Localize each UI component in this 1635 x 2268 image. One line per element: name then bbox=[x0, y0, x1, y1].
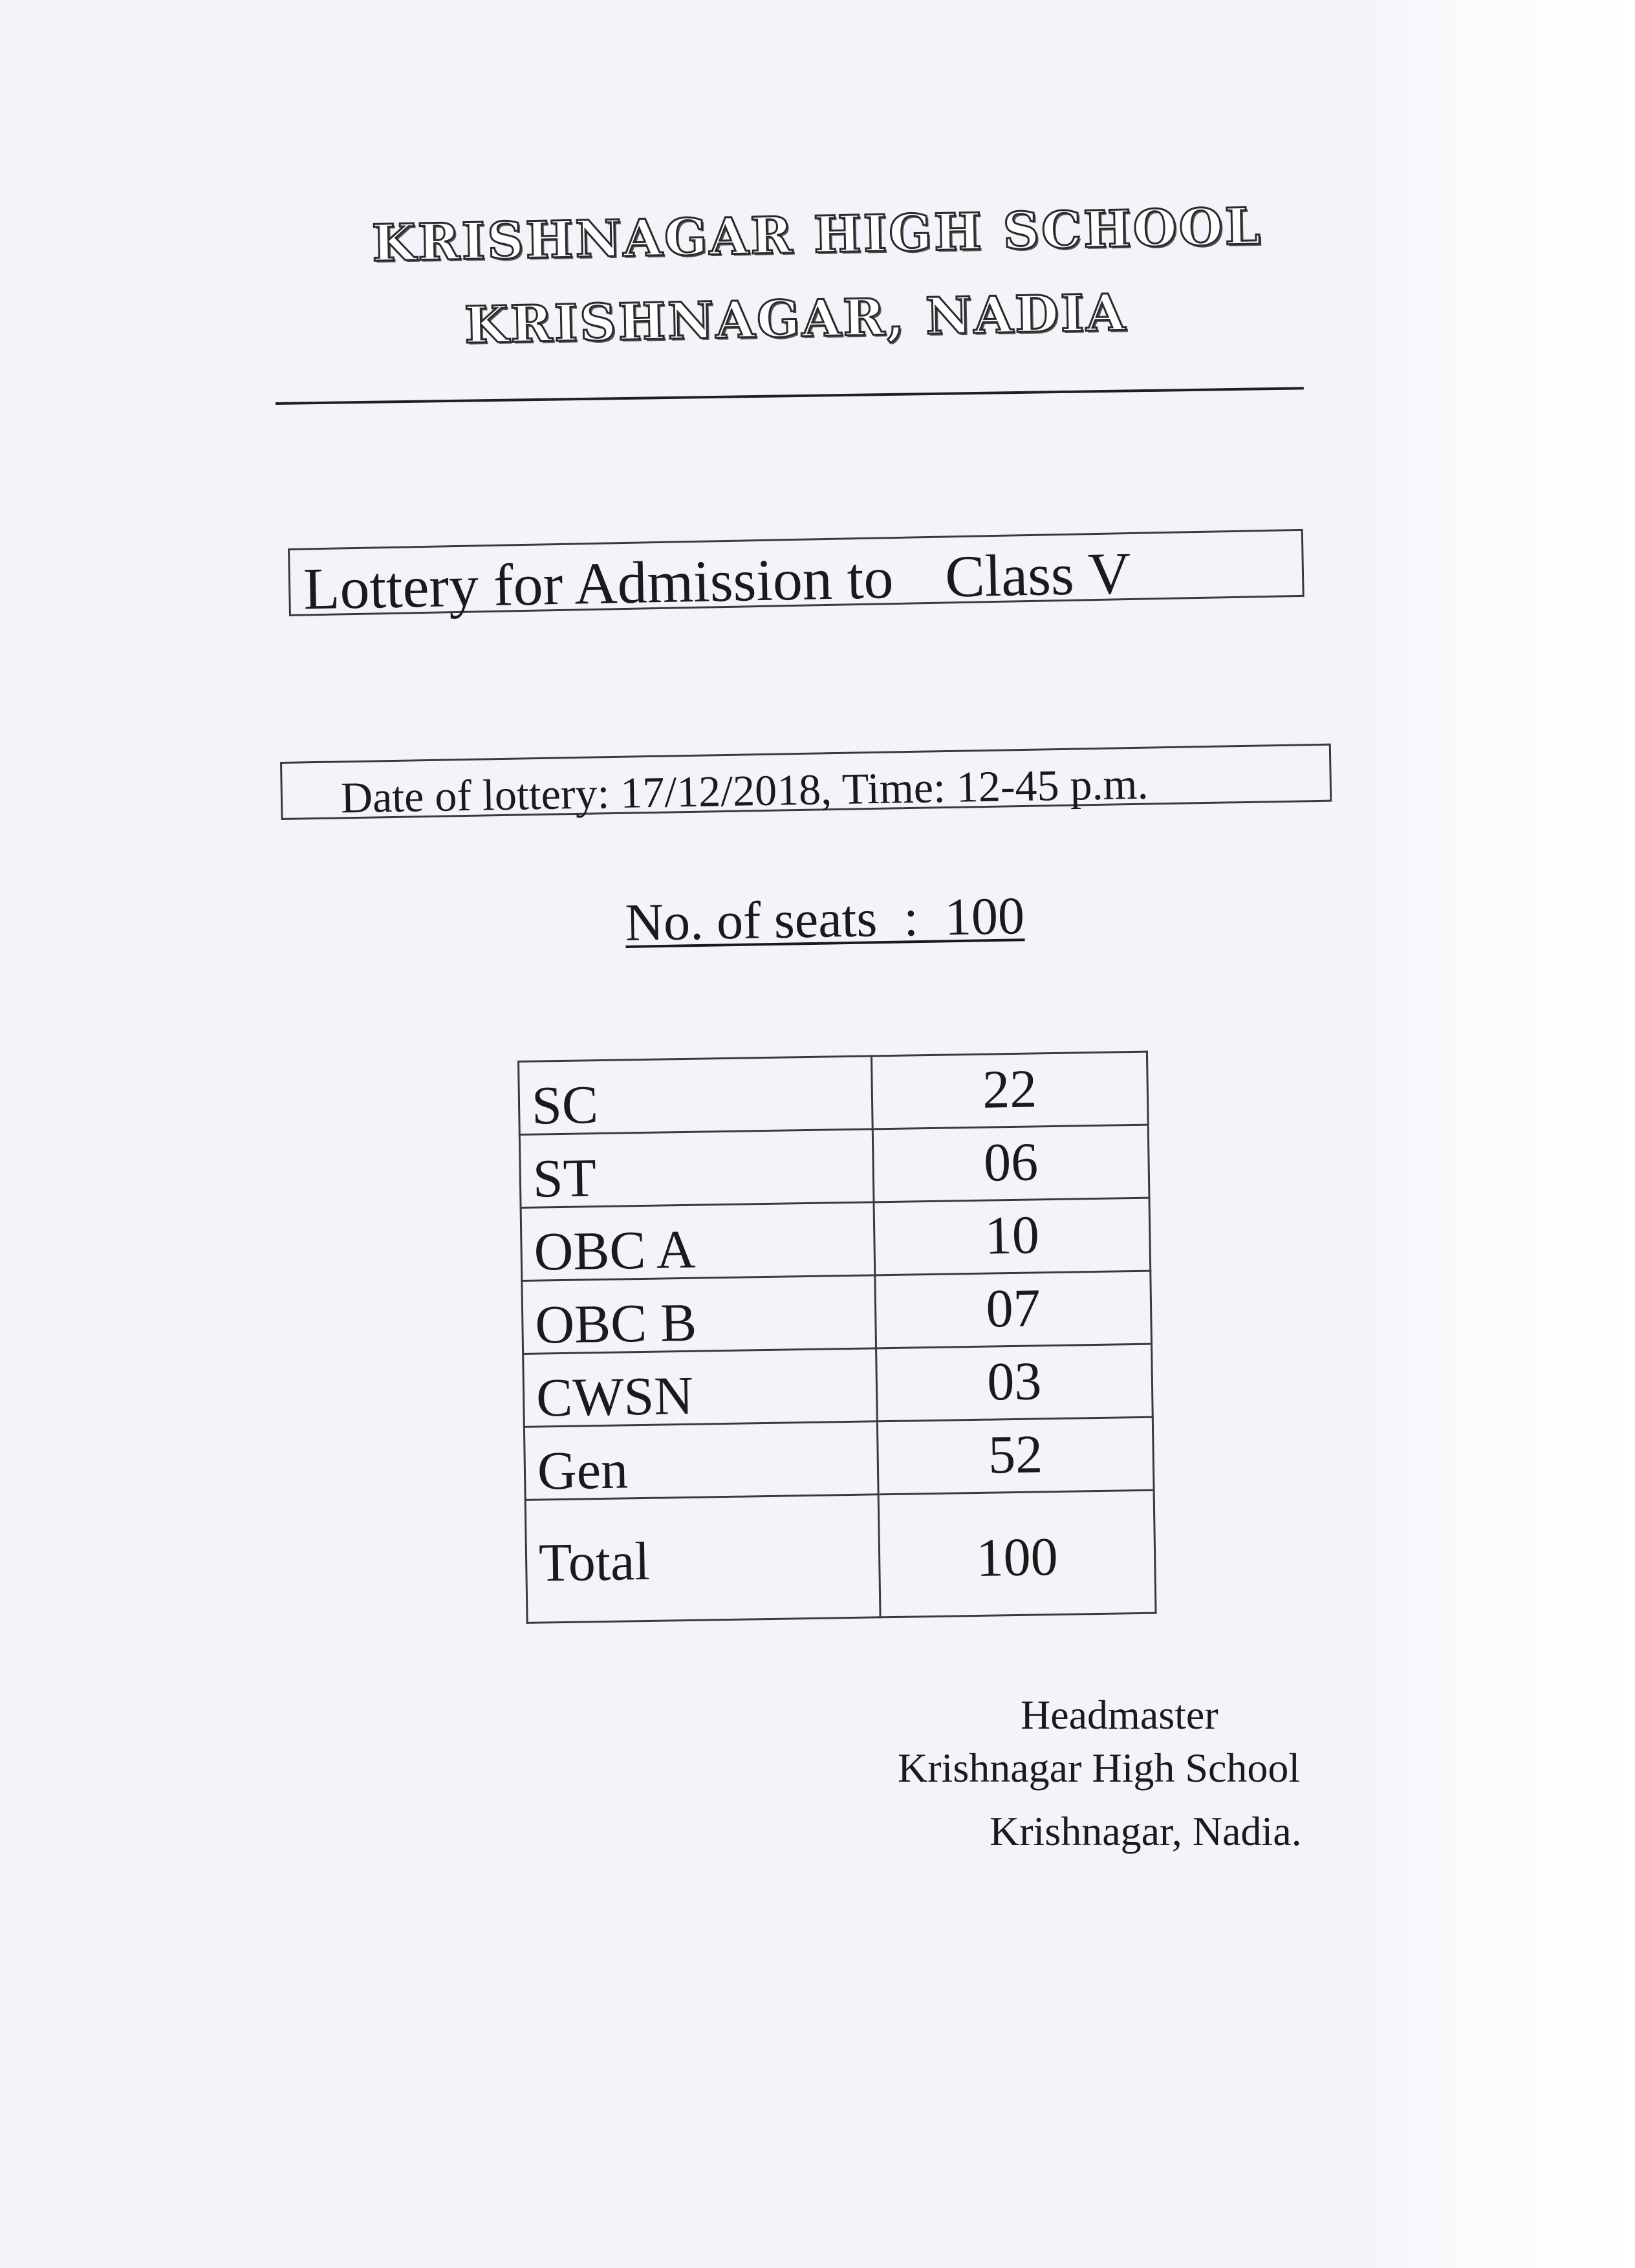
category-cell: OBC B bbox=[522, 1275, 876, 1354]
table-row bbox=[522, 1271, 1152, 1354]
school-location-heading: KRISHNAGAR, NADIA bbox=[464, 283, 1128, 355]
seat-distribution-table bbox=[517, 1051, 1157, 1624]
signatory-school: Krishnagar High School bbox=[898, 1745, 1301, 1791]
seats-cell: 10 bbox=[874, 1198, 1151, 1275]
category-cell: ST bbox=[519, 1129, 874, 1208]
lottery-title-text: Lottery for Admission to bbox=[303, 545, 894, 622]
seats-cell: 06 bbox=[872, 1125, 1149, 1202]
table-row bbox=[524, 1417, 1154, 1500]
seats-count-text: No. of seats : 100 bbox=[625, 886, 1025, 952]
lottery-date-box bbox=[280, 744, 1332, 823]
table-row bbox=[523, 1344, 1153, 1427]
category-cell: Gen bbox=[524, 1421, 878, 1500]
lottery-title-box bbox=[288, 529, 1305, 622]
signatory-title: Headmaster bbox=[1021, 1692, 1218, 1738]
total-value-cell: 100 bbox=[878, 1490, 1156, 1617]
school-name-heading: KRISHNAGAR HIGH SCHOOL bbox=[371, 197, 1263, 274]
seats-count-line bbox=[625, 885, 1025, 953]
category-cell: SC bbox=[519, 1056, 873, 1135]
lottery-date-text: Date of lottery: 17/12/2018, Time: 12-45 p.m. bbox=[340, 759, 1149, 823]
category-cell: CWSN bbox=[523, 1348, 878, 1427]
table-row bbox=[519, 1052, 1149, 1134]
lottery-class-text: Class V bbox=[944, 539, 1132, 610]
header-divider bbox=[276, 387, 1304, 405]
seats-cell: 52 bbox=[877, 1417, 1154, 1495]
signatory-location: Krishnagar, Nadia. bbox=[990, 1808, 1302, 1854]
table-row bbox=[521, 1198, 1151, 1280]
category-cell: OBC A bbox=[521, 1202, 875, 1281]
seats-cell: 22 bbox=[871, 1052, 1148, 1129]
seats-cell: 07 bbox=[875, 1271, 1152, 1348]
table-total-row bbox=[525, 1490, 1156, 1623]
table-row bbox=[519, 1125, 1149, 1207]
seats-cell: 03 bbox=[876, 1344, 1153, 1421]
total-label-cell: Total bbox=[525, 1495, 880, 1623]
